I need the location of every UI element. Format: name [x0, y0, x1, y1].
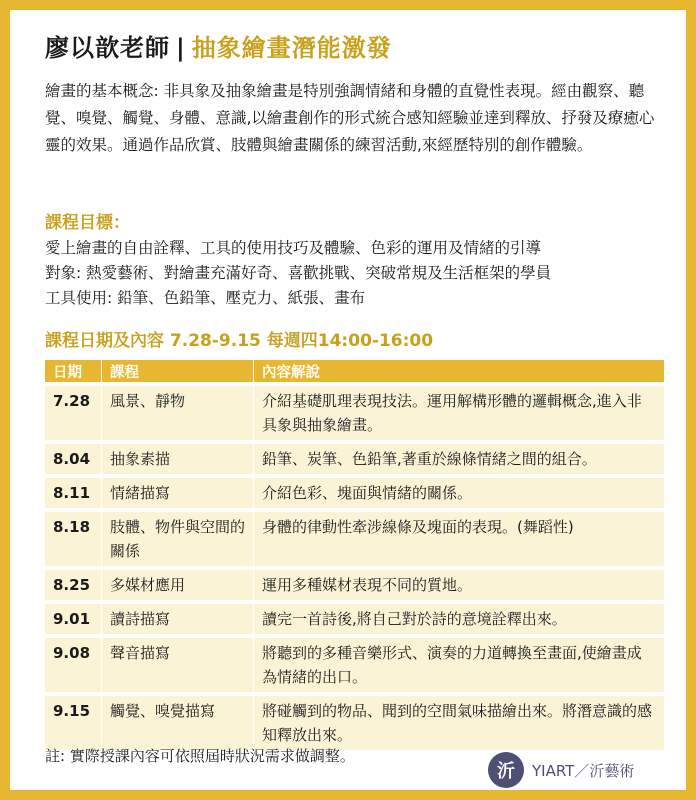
row-date: 7.28 — [45, 384, 102, 442]
row-date: 9.08 — [45, 636, 102, 694]
row-date: 8.04 — [45, 442, 102, 476]
header-date: 日期 — [45, 360, 102, 384]
header-content: 內容解說 — [254, 360, 665, 384]
schedule-table — [45, 360, 665, 750]
schedule-title: 課程日期及內容 7.28-9.15 每週四14:00-16:00 — [45, 331, 434, 351]
row-content: 介紹基礎肌理表現技法。運用解構形體的邏輯概念,進入非具象與抽象繪畫。 — [254, 384, 665, 442]
row-content: 鉛筆、炭筆、色鉛筆,著重於線條情緒之間的組合。 — [254, 442, 665, 476]
row-date: 9.01 — [45, 602, 102, 636]
row-content: 讀完一首詩後,將自己對於詩的意境詮釋出來。 — [254, 602, 665, 636]
row-content: 介紹色彩、塊面與情緒的關係。 — [254, 476, 665, 510]
footnote: 註: 實際授課內容可依照屆時狀況需求做調整。 — [45, 747, 355, 765]
row-content: 運用多種媒材表現不同的質地。 — [254, 568, 665, 602]
tools-line: 工具使用: 鉛筆、色鉛筆、壓克力、紙張、畫布 — [45, 289, 366, 307]
page-title — [45, 28, 392, 63]
table-row — [45, 602, 665, 636]
row-course: 肢體、物件與空間的關係 — [102, 510, 254, 568]
table-row — [45, 568, 665, 602]
table-row — [45, 636, 665, 694]
intro-paragraph: 繪畫的基本概念: 非具象及抽象繪畫是特別強調情緒和身體的直覺性表現。經由觀察、聽覺、嗅覺、觸覺、身體、意識,以繪畫創作的形式統合感知經驗並達到釋放、抒發及療癒心靈的效果。通過作品欣賞、肢體與繪畫關係的練習活動,來經歷特別的創作體驗。 — [45, 82, 655, 154]
row-date: 8.11 — [45, 476, 102, 510]
goals-title: 課程目標： — [45, 213, 130, 233]
row-course: 聲音描寫 — [102, 636, 254, 694]
teacher-name: 廖以歆老師 — [45, 34, 170, 62]
table-row — [45, 442, 665, 476]
logo-text: YIART／沂藝術 — [532, 761, 635, 780]
row-date: 9.15 — [45, 694, 102, 750]
table-header-row — [45, 360, 665, 384]
goals-list — [45, 236, 665, 311]
row-course: 讀詩描寫 — [102, 602, 254, 636]
row-course: 觸覺、嗅覺描寫 — [102, 694, 254, 750]
title-separator: | — [176, 34, 186, 62]
course-flyer — [10, 10, 686, 790]
row-content: 將碰觸到的物品、聞到的空間氣味描繪出來。將潛意識的感知釋放出來。 — [254, 694, 665, 750]
table-row — [45, 384, 665, 442]
table-row — [45, 476, 665, 510]
row-course: 情緒描寫 — [102, 476, 254, 510]
table-row — [45, 694, 665, 750]
row-content: 身體的律動性牽涉線條及塊面的表現。(舞蹈性) — [254, 510, 665, 568]
logo-mark-icon: 沂 — [488, 752, 524, 788]
row-course: 抽象素描 — [102, 442, 254, 476]
row-course: 多媒材應用 — [102, 568, 254, 602]
course-title: 抽象繪畫潛能激發 — [191, 34, 392, 62]
table-row — [45, 510, 665, 568]
row-date: 8.25 — [45, 568, 102, 602]
row-date: 8.18 — [45, 510, 102, 568]
yiart-logo — [488, 752, 634, 788]
row-content: 將聽到的多種音樂形式、演奏的力道轉換至畫面,使繪畫成為情緒的出口。 — [254, 636, 665, 694]
audience-line: 對象: 熱愛藝術、對繪畫充滿好奇、喜歡挑戰、突破常規及生活框架的學員 — [45, 264, 552, 282]
row-course: 風景、靜物 — [102, 384, 254, 442]
header-course: 課程 — [102, 360, 254, 384]
goal-line: 愛上繪畫的自由詮釋、工具的使用技巧及體驗、色彩的運用及情緒的引導 — [45, 239, 542, 257]
